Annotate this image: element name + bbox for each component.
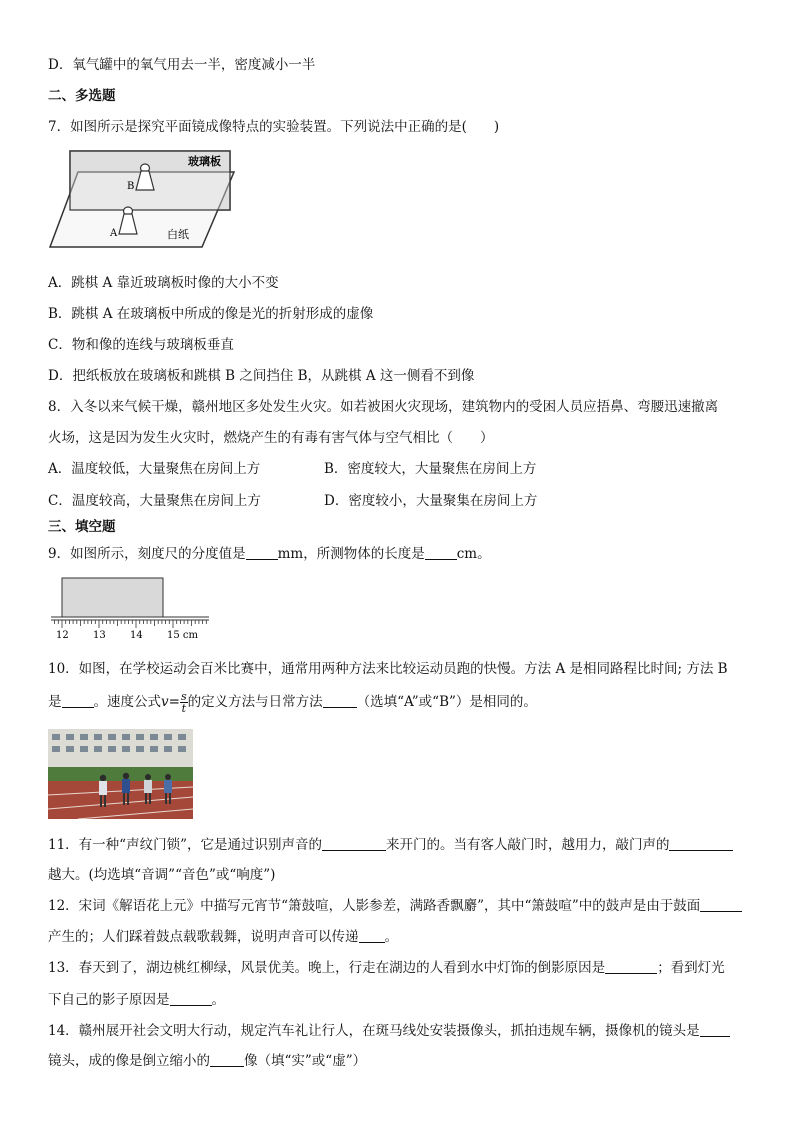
formula-eq: = [168,694,180,710]
q7-mirror-figure [48,148,236,250]
q11-line2: 越大。(均选填“音调”“音色”或“响度”) [48,867,276,883]
tick-label-14: 14 [130,630,143,641]
q11-text-1: 11．有一种“声纹门锁”，它是通过识别声音的 [48,837,322,853]
q14-blank-1[interactable] [700,1022,730,1037]
q12-text-1: 12．宋词《解语花上元》中描写元宵节“箫鼓喧，人影参差，满路香飘麝”，其中“箫鼓喧”中的鼓声是由于鼓面 [48,898,701,914]
q13-text-2: ；看到灯光 [657,960,725,976]
glass-label: 玻璃板 [188,155,221,168]
q9-stem [48,545,491,563]
trees [48,767,193,781]
q11-blank-1[interactable] [322,836,386,851]
q10-race-photo [48,729,193,819]
q10-text-b: 。速度公式 [93,694,161,710]
q7-option-d: D．把纸板放在玻璃板和跳棋 B 之间挡住 B，从跳棋 A 这一侧看不到像 [48,368,475,384]
q10-line1: 10．如图，在学校运动会百米比赛中，通常用两种方法来比较运动员跑的快慢。方法 A 是相同路程比时间; 方法 B [48,661,728,677]
q11-text-2: 来开门的。当有客人敲门时，越用力，敲门声的 [385,837,670,853]
q9-ruler-figure [48,576,212,642]
q10-text-d: （选填“A”或“B”）是相同的。 [356,694,537,710]
q14-line1 [48,1022,730,1040]
q7-option-a: A．跳棋 A 靠近玻璃板时像的大小不变 [48,275,279,291]
q12-text-2: 产生的；人们踩着鼓点载歌载舞，说明声音可以传递 [48,929,359,945]
prev-option-d: D．氧气罐中的氧气用去一半，密度减小一半 [48,57,316,73]
q10-text-c: 的定义方法与日常方法 [187,694,323,710]
q7-stem: 7．如图所示是探究平面镜成像特点的实验装置。下列说法中正确的是( ) [48,119,500,135]
q14-line2 [48,1052,366,1070]
q12-line2 [48,928,398,946]
tick-label-15: 15 cm [167,630,198,641]
q8-option-b: B．密度较大，大量聚焦在房间上方 [324,461,537,477]
q11-line1 [48,836,733,854]
q8-stem-line1: 8．入冬以来气候干燥，赣州地区多处发生火灾。如若被困火灾现场，建筑物内的受困人员应捂鼻、弯腰迅速撤离 [48,399,719,415]
q12-blank-2[interactable] [359,928,385,943]
q8-option-c: C．温度较高，大量聚焦在房间上方 [48,493,261,509]
q14-text-3: 像（填“实”或“虚”） [244,1053,367,1069]
q13-blank-1[interactable] [605,959,657,974]
q13-text-1: 13．春天到了，湖边桃红柳绿，风景优美。晚上，行走在湖边的人看到水中灯饰的倒影原因是 [48,960,606,976]
q9-blank-1[interactable] [246,545,278,560]
q9-text-3: cm。 [456,546,491,562]
paper-label: 白纸 [167,228,189,241]
q13-text-4: 。 [211,992,225,1008]
q10-text-a: 是 [48,694,62,710]
measured-object [62,578,163,617]
formula-t: t [181,702,186,715]
q11-blank-2[interactable] [669,836,733,851]
q9-text-1: 9．如图所示，刻度尺的分度值是 [48,546,246,562]
q9-text-2: mm，所测物体的长度是 [277,546,425,562]
q12-text-3: 。 [384,929,398,945]
q8-stem-line2: 火场，这是因为发生火灾时，燃烧产生的有毒有害气体与空气相比（ ） [48,430,494,446]
q10-blank-2[interactable] [323,693,357,708]
formula-fraction [180,691,188,714]
q14-blank-2[interactable] [210,1052,244,1067]
q14-text-2: 镜头，成的像是倒立缩小的 [48,1053,210,1069]
tick-label-13: 13 [93,630,106,641]
q13-line2 [48,991,225,1009]
q8-option-a: A．温度较低，大量聚焦在房间上方 [48,461,261,477]
q10-line2 [48,688,537,716]
piece-b-label: B [127,181,135,192]
q8-option-d: D．密度较小，大量聚集在房间上方 [324,493,538,509]
piece-a-label: A [110,228,118,239]
formula-v: v [161,694,169,710]
tick-label-12: 12 [56,630,69,641]
q13-text-3: 下自己的影子原因是 [48,992,170,1008]
q9-blank-2[interactable] [425,545,457,560]
q7-option-b: B．跳棋 A 在玻璃板中所成的像是光的折射形成的虚像 [48,306,374,322]
q10-blank-1[interactable] [62,693,94,708]
q13-line1 [48,959,725,977]
formula-s: s [180,690,187,703]
q12-blank-1[interactable] [700,897,742,912]
section-fill-blank-title: 三、填空题 [48,519,116,535]
q12-line1 [48,897,742,915]
section-multi-choice-title: 二、多选题 [48,88,116,104]
q13-blank-2[interactable] [170,991,212,1006]
q7-option-c: C．物和像的连线与玻璃板垂直 [48,337,234,353]
q14-text-1: 14．赣州展开社会文明大行动，规定汽车礼让行人，在斑马线处安装摄像头，抓拍违规车辆，摄像机的镜头是 [48,1023,700,1039]
ruler-ticks [55,620,207,628]
